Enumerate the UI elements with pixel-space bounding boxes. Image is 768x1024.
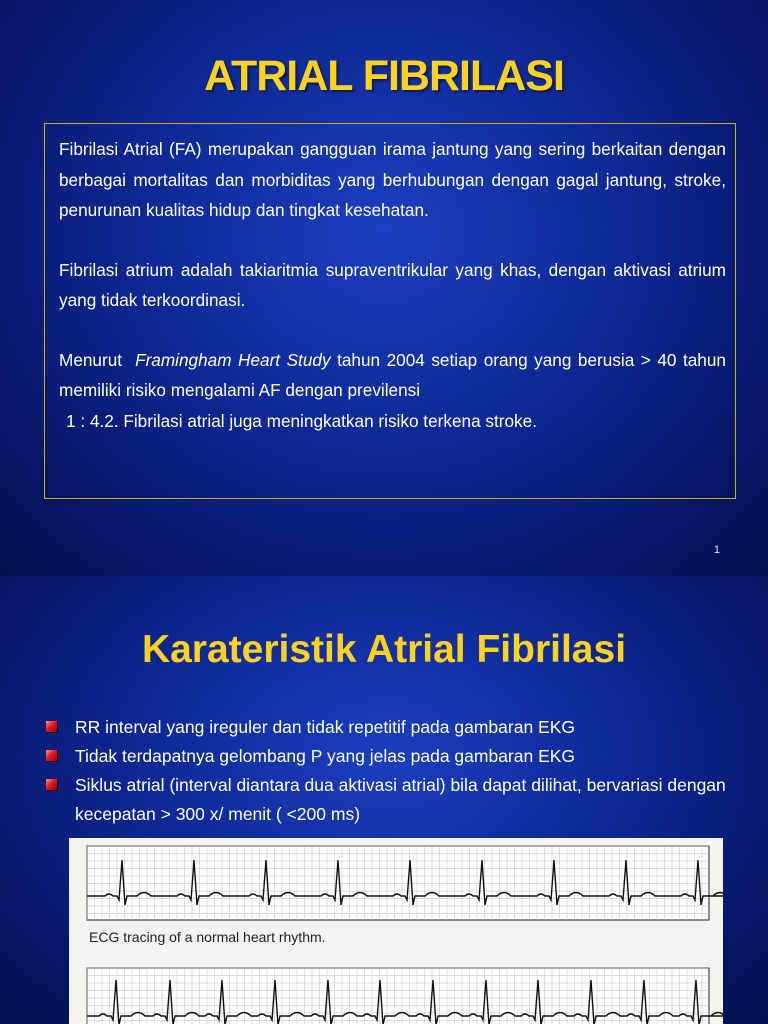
ecg-caption: ECG tracing of a normal heart rhythm. bbox=[89, 929, 326, 945]
list-item bbox=[46, 771, 746, 829]
square-bullet-icon bbox=[46, 779, 57, 790]
framingham-study-name: Framingham Heart Study bbox=[135, 349, 331, 370]
bullet-text: Siklus atrial (interval diantara dua aktivasi atrial) bila dapat dilihat, bervariasi dengan kecepatan > 300 x/ menit ( <200 ms) bbox=[75, 775, 726, 824]
list-item bbox=[46, 742, 746, 771]
paragraph-3-prefix: Menurut bbox=[59, 349, 123, 370]
page-number: 1 bbox=[713, 544, 720, 556]
paragraph-2: Fibrilasi atrium adalah takiaritmia supraventrikular yang khas, dengan aktivasi atrium yang tidak terkoordinasi. bbox=[59, 259, 726, 310]
ecg-image bbox=[69, 838, 723, 1024]
paragraph-1: Fibrilasi Atrial (FA) merupakan gangguan irama jantung yang sering berkaitan dengan berbagai mortalitas dan morbiditas yang berhubungan dengan gagal jantung, stroke, penurunan kualitas hidup dan tingkat kesehatan. bbox=[59, 139, 726, 220]
characteristics-list bbox=[46, 713, 746, 829]
bullet-text: Tidak terdapatnya gelombang P yang jelas pada gambaran EKG bbox=[75, 746, 576, 766]
ecg-normal-strip-frame bbox=[87, 846, 709, 920]
bullet-text: RR interval yang ireguler dan tidak repetitif pada gambaran EKG bbox=[75, 717, 575, 737]
list-item bbox=[46, 713, 746, 742]
paragraph-3 bbox=[59, 345, 726, 437]
prevalence-ratio: 1 : 4.2. bbox=[66, 410, 119, 431]
paragraph-3-end: Fibrilasi atrial juga meningkatkan risiko terkena stroke. bbox=[123, 410, 537, 431]
definition-textbox bbox=[44, 123, 736, 499]
paragraph-3-mid: tahun 2004 setiap orang yang berusia > 40 tahun memiliki risiko mengalami AF dengan previlensi bbox=[59, 349, 726, 400]
square-bullet-icon bbox=[46, 750, 57, 761]
square-bullet-icon bbox=[46, 721, 57, 732]
slide-2-title: Karateristik Atrial Fibrilasi bbox=[141, 628, 627, 671]
slide-1-title: ATRIAL FIBRILASI bbox=[204, 52, 564, 100]
